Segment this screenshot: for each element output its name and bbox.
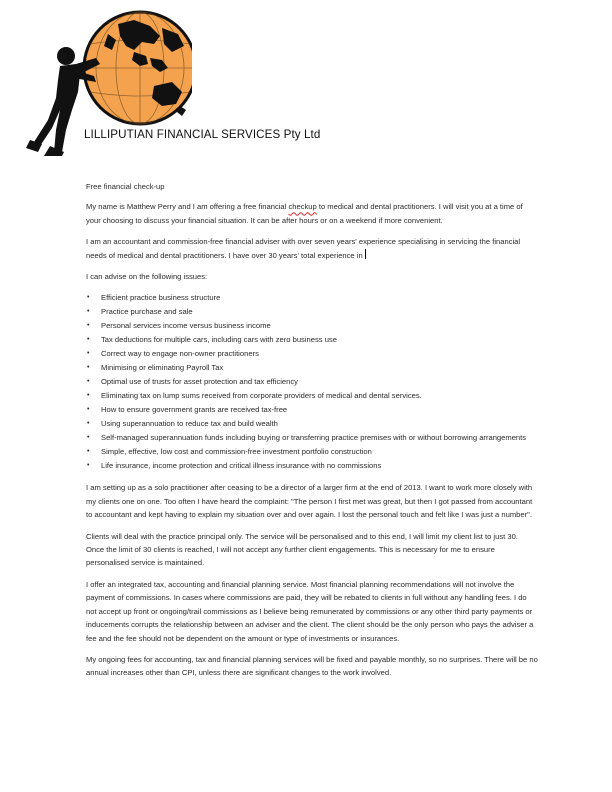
bullet-icon: • [87,364,90,372]
list-item-text: Simple, effective, low cost and commission-free investment portfolio construction [101,447,372,457]
paragraph-solo-practice: I am setting up as a solo practitioner after ceasing to be a director of a larger firm at the end of 2013. I want to work more closely with my clients one on one. Too often I have heard the complaint: "The person I first met was great, but then I got passed from accountant to accountant and kept having to explain my situation over and over again. I lost the personal touch and felt like I was just a number". [86,483,533,520]
list-item-text: Eliminating tax on lump sums received from corporate providers of medical and dental services. [101,391,422,401]
list-item-text: Correct way to engage non-owner practitioners [101,349,259,359]
list-item-text: Efficient practice business structure [101,293,221,303]
paragraph-client-limit: Clients will deal with the practice principal only. The service will be personalised and to this end, I will limit my client list to just 30. Once the limit of 30 clients is reached, I will not accept any further client engagements. This is necessary for me to ensure personalised service is maintained. [86,531,518,568]
paragraph-fees: My ongoing fees for accounting, tax and financial planning services will be fixed and payable monthly, so no surprises. There will be no annual increases other than CPI, unless there are significant changes to the work involved. [86,654,538,678]
misspelt-word: checkup [288,202,317,212]
list-item [86,459,538,473]
list-item-text: Personal services income versus business income [101,321,271,331]
list-item-text: How to ensure government grants are received tax-free [101,405,288,415]
bullet-icon: • [87,462,90,470]
bullet-icon: • [87,322,90,330]
list-item [86,319,538,333]
paragraph-commissions: I offer an integrated tax, accounting and financial planning service. Most financial planning recommendations will not involve the payment of commissions. In cases where commissions are paid, they will be rebated to clients in full without any handling fees. I do not accept up front or ongoing/trail commissions as I believe being remunerated by commissions or any other third party payments or inducements corrupts the relationship between an adviser and the client. The client should be the only person who pays the adviser a fee and the fee should not be dependent on the amount or type of investments or insurances. [86,579,534,643]
list-item [86,305,538,319]
bullet-icon: • [87,308,90,316]
issues-list [86,291,538,473]
bullet-icon: • [87,294,90,302]
list-item-text: Minimising or eliminating Payroll Tax [101,363,224,373]
letter-subject: Free financial check-up [86,182,165,191]
list-item [86,333,538,347]
bullet-icon: • [87,392,90,400]
paragraph-intro-end: to medical and dental practitioners. I will visit you at a time of your choosing to discuss your financial situation. It can be after hours or on a weekend if more convenient. [86,202,523,225]
list-item-text: Life insurance, income protection and critical illness insurance with no commissions [101,461,382,471]
bullet-icon: • [87,420,90,428]
text-cursor [365,249,366,259]
company-name: LILLIPUTIAN FINANCIAL SERVICES Pty Ltd [84,128,321,141]
list-item [86,445,538,459]
paragraph-experience [86,235,538,262]
paragraph-experience-text: I am an accountant and commission-free financial adviser with over seven years' experience specialising in servicing the financial needs of medical and dental practitioners. I have over 30 years' total experience in [86,237,521,260]
paragraph-intro-start: My name is Matthew Perry and I am offering a free financial [86,202,289,212]
list-item [86,361,538,375]
list-item [86,389,538,403]
bullet-icon: • [87,336,90,344]
bullet-icon: • [87,448,90,456]
list-item-text: Practice purchase and sale [101,307,193,317]
paragraph-intro [86,200,538,227]
bullet-icon: • [87,350,90,358]
list-item [86,431,538,445]
bullet-icon: • [87,406,90,414]
list-item [86,403,538,417]
list-item [86,347,538,361]
paragraph-advise-intro: I can advise on the following issues: [86,272,208,282]
list-item-text: Tax deductions for multiple cars, including cars with zero business use [101,335,337,345]
letter-body [86,180,538,688]
list-item-text: Optimal use of trusts for asset protection and tax efficiency [101,377,298,387]
bullet-icon: • [87,378,90,386]
list-item-text: Using superannuation to reduce tax and build wealth [101,419,278,429]
bullet-icon: • [87,434,90,442]
list-item [86,417,538,431]
list-item-text: Self-managed superannuation funds including buying or transferring practice premises with or without borrowing arrangements [101,433,527,443]
list-item [86,375,538,389]
list-item [86,291,538,305]
